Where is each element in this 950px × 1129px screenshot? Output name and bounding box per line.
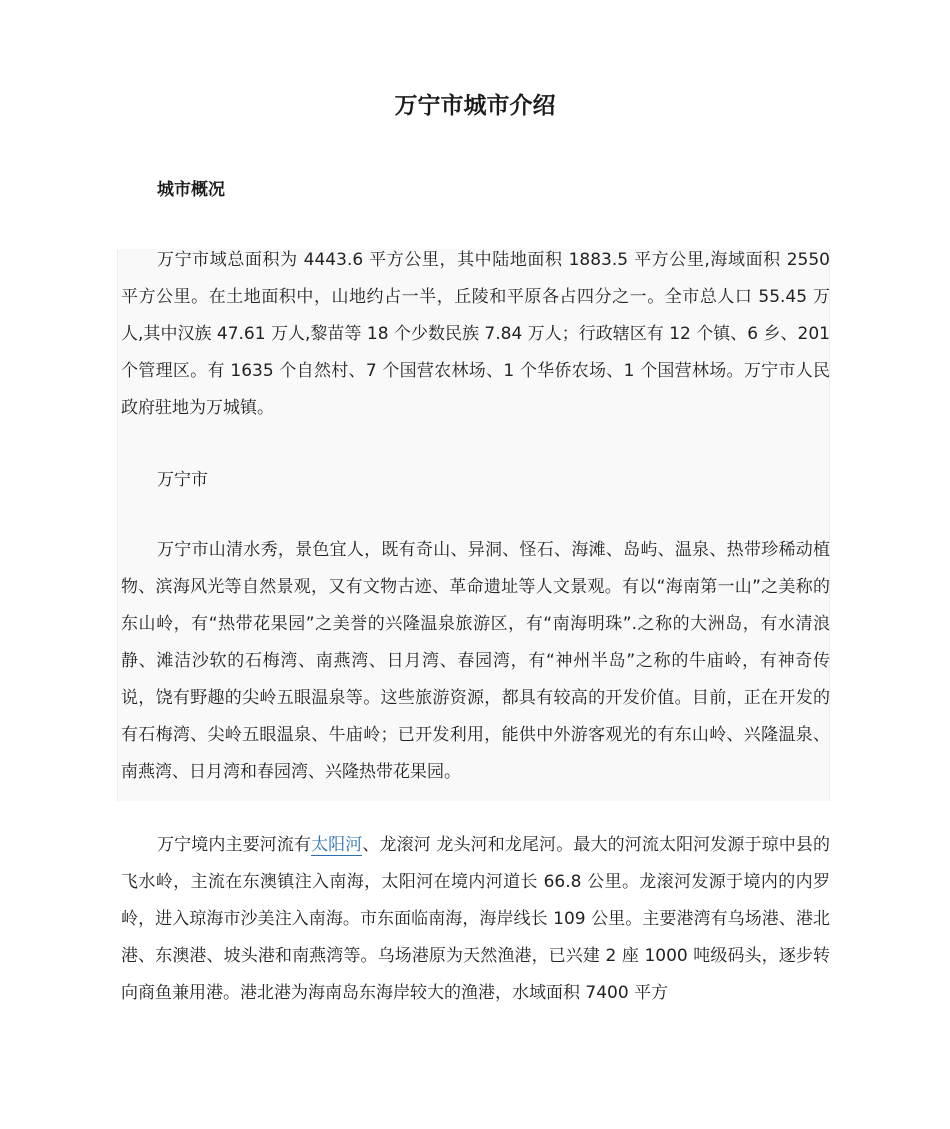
paragraph-city-name: 万宁市 xyxy=(157,470,208,490)
page-title: 万宁市城市介绍 xyxy=(394,93,556,119)
paragraph-overview: 万宁市域总面积为 4443.6 平方公里，其中陆地面积 1883.5 平方公里,海域面积 2550 平方公里。在土地面积中，山地约占一半，丘陵和平原各占四分之一。全市总人口 55.45 万人,其中汉族 47.61 万人,黎苗等 18 个少数民族 7.84 万人；行政辖区有 12 个镇、6 乡、201 个管理区。有 1635 个自然村、7 个国营农林场、1 个华侨农场、1 个国营林场。万宁市人民政府驻地为万城镇。 xyxy=(121,250,830,418)
rivers-text-body: 、龙滚河 龙头河和龙尾河。最大的河流太阳河发源于琼中县的飞水岭，主流在东澳镇注入南海，太阳河在境内河道长 66.8 公里。龙滚河发源于境内的内罗岭，进入琼海市沙美注入南海。市东面临南海，海岸线长 109 公里。主要港湾有乌场港、港北港、东澳港、坡头港和南燕湾等。乌场港原为天然渔港，已兴建 2 座 1000 吨级码头，逐步转向商鱼兼用港。港北港为海南岛东海岸较大的渔港，水域面积 7400 平方 xyxy=(121,835,831,1003)
section-heading: 城市概况 xyxy=(157,180,225,200)
rivers-text-prefix: 万宁境内主要河流有 xyxy=(157,835,312,855)
paragraph-tourism: 万宁市山清水秀，景色宜人，既有奇山、异洞、怪石、海滩、岛屿、温泉、热带珍稀动植物、滨海风光等自然景观，又有文物古迹、革命遗址等人文景观。有以“海南第一山”之美称的东山岭，有“热带花果园”之美誉的兴隆温泉旅游区，有“南海明珠”.之称的大洲岛，有水清浪静、滩洁沙软的石梅湾、南燕湾、日月湾、春园湾，有“神州半岛”之称的牛庙岭，有神奇传说，饶有野趣的尖岭五眼温泉等。这些旅游资源，都具有较高的开发价值。目前，正在开发的有石梅湾、尖岭五眼温泉、牛庙岭；已开发利用，能供中外游客观光的有东山岭、兴隆温泉、南燕湾、日月湾和春园湾、兴隆热带花果园。 xyxy=(121,540,830,782)
taiyang-river-link[interactable]: 太阳河 xyxy=(311,835,363,855)
paragraph-rivers xyxy=(121,827,830,1012)
